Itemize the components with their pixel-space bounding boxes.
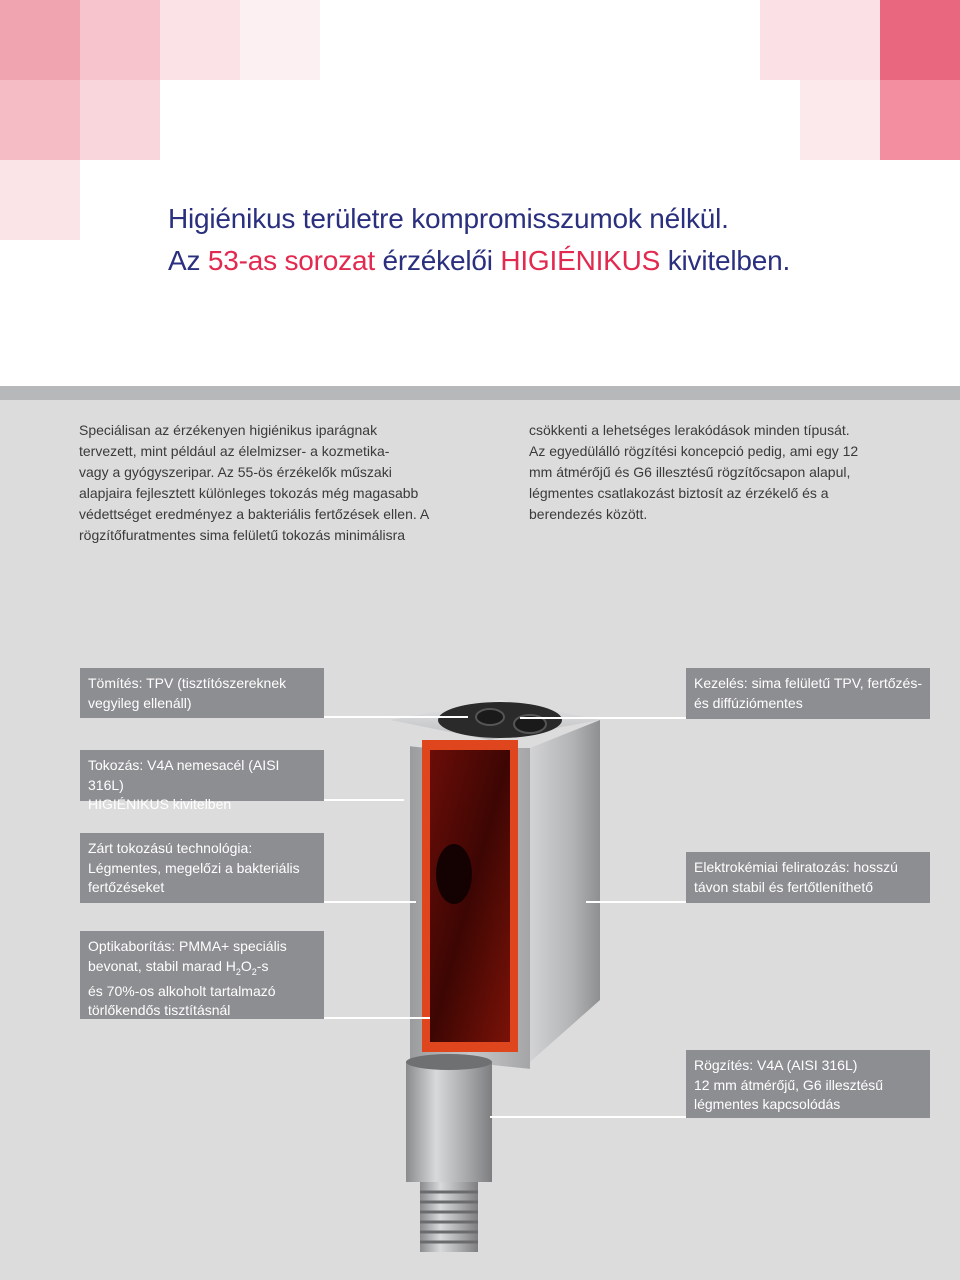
leader-line <box>324 716 468 718</box>
callout-closed-housing: Zárt tokozású technológia: Légmentes, megelőzi a bakteriális fertőzéseket <box>80 833 324 903</box>
decor-tile <box>880 80 960 160</box>
leader-line <box>490 1116 686 1118</box>
optika-line2c: -s <box>256 957 269 974</box>
optika-sub: 2 <box>251 966 257 977</box>
decor-tile <box>760 0 880 80</box>
sensor-product-image <box>330 660 610 1280</box>
headline-text: érzékelői <box>374 245 501 276</box>
decor-tile <box>240 0 320 80</box>
decor-tile <box>800 80 880 160</box>
optika-line3: és 70%-os alkoholt tartalmazó törlőkendős tisztításnál <box>88 982 276 1019</box>
optika-sub: 2 <box>235 966 241 977</box>
callout-handling: Kezelés: sima felületű TPV, fertőzés- és diffúziómentes <box>686 668 930 719</box>
leader-line <box>324 1017 430 1019</box>
callout-optical-cover <box>80 931 324 1019</box>
decor-tile <box>80 0 160 80</box>
headline-line1: Higiénikus területre kompromisszumok nélkül. <box>168 203 729 234</box>
leader-line <box>324 799 404 801</box>
headline-accent-hygienic: HIGIÉNIKUS <box>500 245 661 276</box>
headline-text: kivitelben. <box>660 245 791 276</box>
headline-text: Az <box>168 245 208 276</box>
header-banner <box>0 0 960 386</box>
intro-text-left: Speciálisan az érzékenyen higiénikus iparágnak tervezett, mint például az élelmizser- a kozmetika- vagy a gyógyszeripar. Az 55-ös érzékelők műszaki alapjaira fejlesztett különleges tokozás még magasabb védettséget eredményez a bakteriális fertőzések ellen. A rögzítőfuratmentes sima felületű tokozás minimálisra <box>79 422 430 543</box>
callout-mounting: Rögzítés: V4A (AISI 316L) 12 mm átmérőjű, G6 illesztésű légmentes kapcsolódás <box>686 1050 930 1118</box>
callout-housing: Tokozás: V4A nemesacél (AISI 316L) HIGIÉNIKUS kivitelben <box>80 750 324 801</box>
leader-line <box>324 901 416 903</box>
leader-line <box>520 717 686 719</box>
decor-tile <box>0 160 80 240</box>
decor-tile <box>0 0 80 80</box>
optika-line1: Optikaborítás: PMMA+ speciális <box>88 938 287 954</box>
decor-tile <box>880 0 960 80</box>
section-divider <box>0 386 960 400</box>
decor-tile <box>80 80 160 160</box>
page-title <box>168 198 790 282</box>
leader-line <box>586 901 686 903</box>
optika-line2b: O <box>240 957 252 974</box>
headline-accent-series: 53-as sorozat <box>207 245 375 276</box>
callout-marking: Elektrokémiai feliratozás: hosszú távon stabil és fertőtleníthető <box>686 852 930 903</box>
callout-seal: Tömítés: TPV (tisztítószereknek vegyileg ellenáll) <box>80 668 324 718</box>
decor-tile <box>160 0 240 80</box>
decor-tile <box>0 80 80 160</box>
intro-text-right: csökkenti a lehetséges lerakódások minden típusát. Az egyedülálló rögzítési koncepció pedig, ami egy 12 mm átmérőjű és G6 illesztésű rögzítőcsapon alapul, légmentes csatlakozást biztosít az érzékelő és a berendezés között. <box>529 422 859 522</box>
optika-line2a: bevonat, stabil marad H <box>88 957 236 974</box>
